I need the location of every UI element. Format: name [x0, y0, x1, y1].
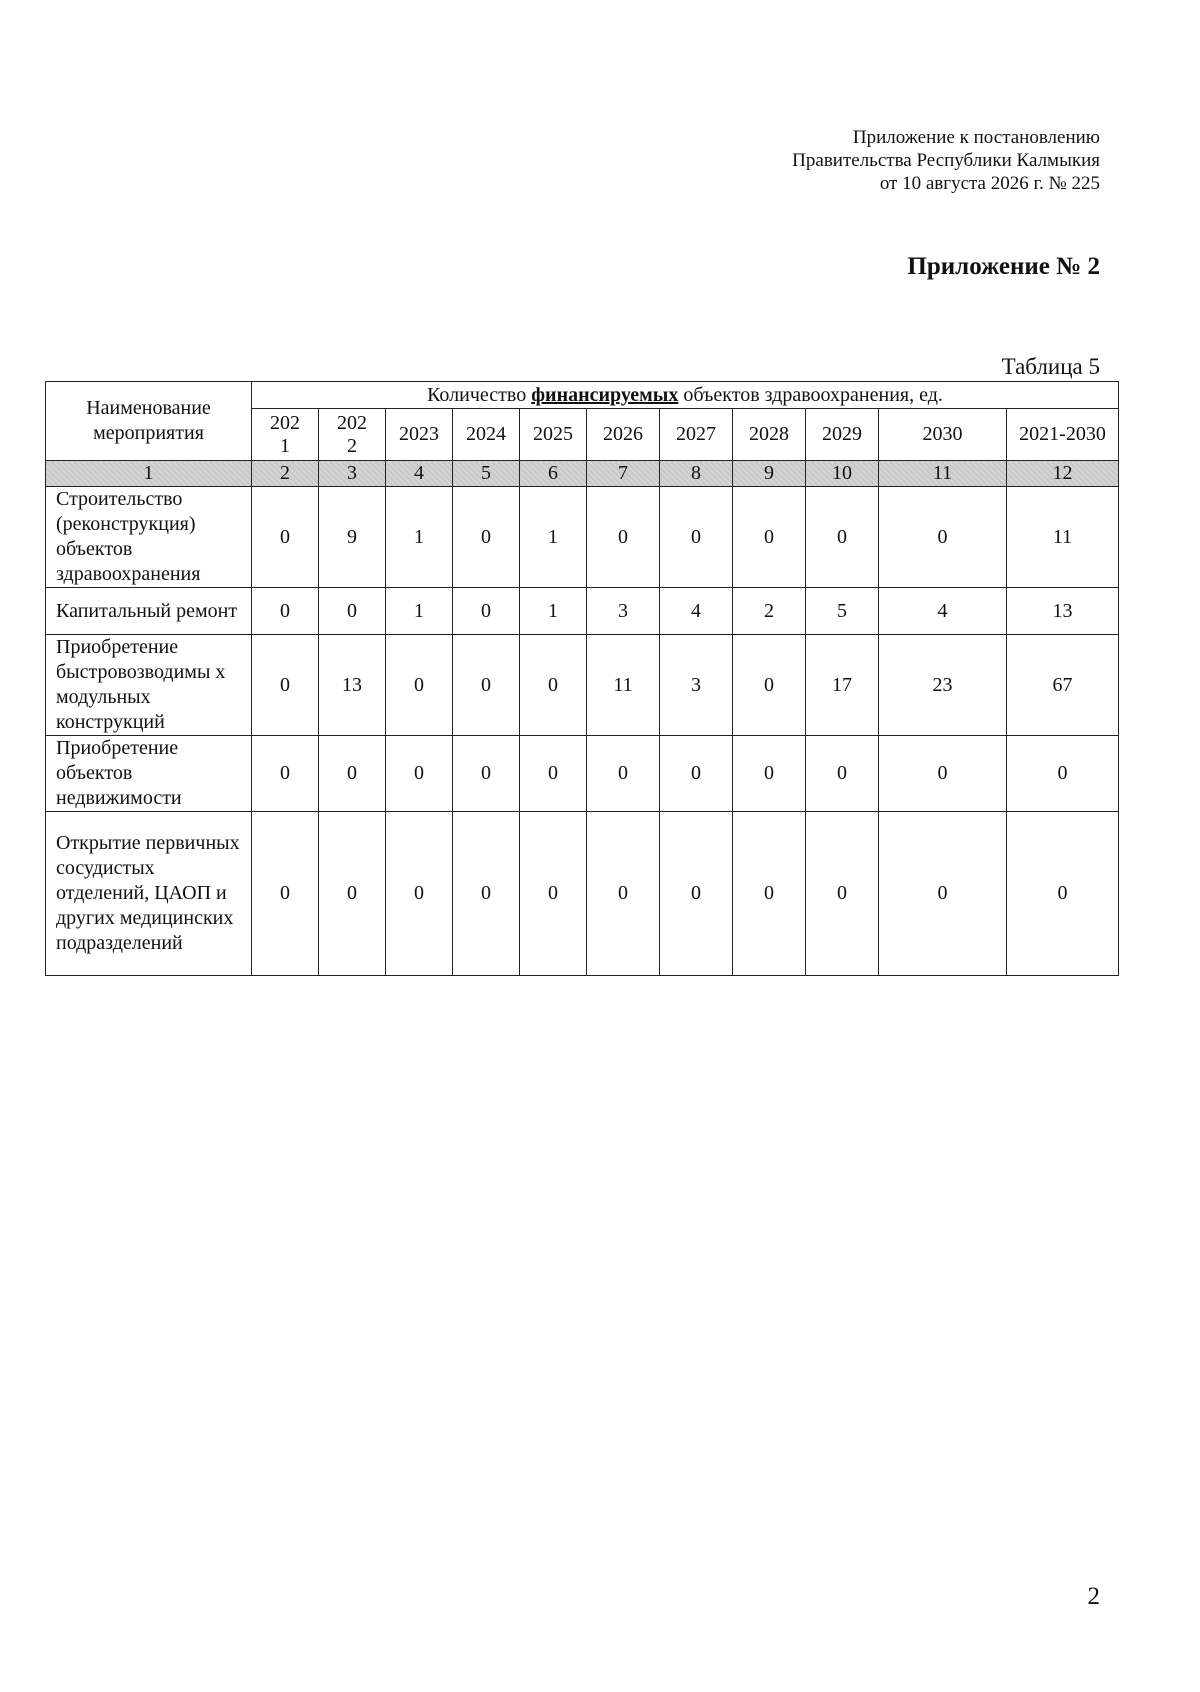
year-header-cell	[733, 409, 806, 461]
value-cell: 0	[806, 487, 879, 588]
year-header-cell	[1007, 409, 1119, 461]
value-cell: 3	[587, 588, 660, 635]
value-cell: 5	[806, 588, 879, 635]
value-cell: 0	[252, 588, 319, 635]
value-cell: 0	[252, 635, 319, 736]
year-header-cell	[587, 409, 660, 461]
year-header-cell	[520, 409, 587, 461]
column-number-cell: 11	[879, 461, 1007, 487]
row-name-cell: Приобретение объектов недвижимости	[46, 736, 252, 812]
value-cell: 0	[520, 812, 587, 976]
group-header-pre: Количество	[427, 383, 532, 406]
value-cell: 0	[520, 635, 587, 736]
value-cell: 0	[587, 812, 660, 976]
value-cell: 9	[319, 487, 386, 588]
row-name-cell: Строительство (реконструкция) объектов здравоохранения	[46, 487, 252, 588]
year-header-text: 2029	[822, 423, 862, 445]
value-cell: 0	[319, 812, 386, 976]
table-row	[46, 736, 1119, 812]
table-row	[46, 588, 1119, 635]
year-header-cell	[319, 409, 386, 461]
value-cell: 0	[587, 736, 660, 812]
table-label: Таблица 5	[1001, 354, 1100, 379]
column-number-cell: 7	[587, 461, 660, 487]
table-row	[46, 487, 1119, 588]
value-cell: 0	[319, 588, 386, 635]
column-number-cell: 4	[386, 461, 453, 487]
year-header-text: 2025	[533, 423, 573, 445]
column-number-cell: 6	[520, 461, 587, 487]
row-name-cell: Открытие первичных сосудистых отделений, ЦАОП и других медицинских подразделений	[46, 812, 252, 976]
value-cell: 0	[733, 487, 806, 588]
value-cell: 0	[879, 812, 1007, 976]
column-number-cell: 8	[660, 461, 733, 487]
name-column-header: Наименование мероприятия	[46, 382, 252, 461]
value-cell: 0	[806, 736, 879, 812]
value-cell: 1	[386, 487, 453, 588]
row-name-cell: Приобретение быстровозводимы х модульных конструкций	[46, 635, 252, 736]
value-cell: 0	[1007, 736, 1119, 812]
table-row	[46, 812, 1119, 976]
value-cell: 2	[733, 588, 806, 635]
value-cell: 0	[879, 736, 1007, 812]
value-cell: 0	[733, 635, 806, 736]
year-header-text: 2027	[676, 423, 716, 445]
appendix-title: Приложение № 2	[907, 253, 1100, 280]
value-cell: 0	[660, 736, 733, 812]
year-header-text: 202	[270, 411, 300, 434]
header-line-3: от 10 августа 2026 г. № 225	[879, 173, 1100, 194]
value-cell: 0	[252, 812, 319, 976]
year-header-text: 202	[337, 411, 367, 434]
value-cell: 0	[386, 635, 453, 736]
table-body	[46, 487, 1119, 976]
year-header-text: 2026	[603, 423, 643, 445]
column-number-cell: 3	[319, 461, 386, 487]
header-line-1: Приложение к постановлению	[852, 127, 1100, 148]
value-cell: 4	[660, 588, 733, 635]
value-cell: 11	[587, 635, 660, 736]
value-cell: 0	[733, 812, 806, 976]
column-number-cell: 10	[806, 461, 879, 487]
value-cell: 0	[319, 736, 386, 812]
document-header	[792, 126, 1100, 195]
value-cell: 0	[453, 487, 520, 588]
year-header-text: 2028	[749, 423, 789, 445]
value-cell: 23	[879, 635, 1007, 736]
value-cell: 11	[1007, 487, 1119, 588]
year-header-text: 2030	[922, 423, 963, 445]
value-cell: 17	[806, 635, 879, 736]
value-cell: 0	[660, 487, 733, 588]
year-header-cell	[660, 409, 733, 461]
value-cell: 0	[453, 812, 520, 976]
year-header-text: 2021-2030	[1019, 423, 1106, 445]
value-cell: 3	[660, 635, 733, 736]
value-cell: 0	[252, 487, 319, 588]
year-header-cell	[806, 409, 879, 461]
value-cell: 0	[879, 487, 1007, 588]
value-cell: 0	[520, 736, 587, 812]
year-header-cell	[453, 409, 520, 461]
year-header-text-wrap: 2	[347, 434, 357, 457]
value-cell: 0	[806, 812, 879, 976]
group-header-post: объектов здравоохранения, ед.	[678, 383, 943, 406]
value-cell: 0	[660, 812, 733, 976]
data-table	[45, 381, 1119, 976]
page-number: 2	[1087, 1583, 1100, 1610]
value-cell: 0	[1007, 812, 1119, 976]
value-cell: 1	[386, 588, 453, 635]
column-number-cell: 1	[46, 461, 252, 487]
value-cell: 13	[1007, 588, 1119, 635]
year-header-cell	[386, 409, 453, 461]
value-cell: 1	[520, 487, 587, 588]
table-row	[46, 635, 1119, 736]
column-number-row	[46, 461, 1119, 487]
value-cell: 0	[453, 588, 520, 635]
value-cell: 4	[879, 588, 1007, 635]
table-header-row	[46, 382, 1119, 409]
value-cell: 0	[386, 812, 453, 976]
value-cell: 0	[386, 736, 453, 812]
value-cell: 13	[319, 635, 386, 736]
column-number-cell: 5	[453, 461, 520, 487]
year-header-text-wrap: 1	[280, 434, 290, 457]
column-number-cell: 9	[733, 461, 806, 487]
column-number-cell: 2	[252, 461, 319, 487]
column-number-cell: 12	[1007, 461, 1119, 487]
year-header-cell	[252, 409, 319, 461]
row-name-cell: Капитальный ремонт	[46, 588, 252, 635]
value-cell: 0	[733, 736, 806, 812]
value-cell: 0	[453, 635, 520, 736]
value-cell: 0	[453, 736, 520, 812]
header-line-2: Правительства Республики Калмыкия	[792, 150, 1100, 171]
value-cell: 0	[252, 736, 319, 812]
group-header-bold: финансируемых	[531, 383, 679, 406]
year-header-text: 2023	[399, 423, 439, 445]
year-header-text: 2024	[466, 423, 506, 445]
value-cell: 0	[587, 487, 660, 588]
value-cell: 67	[1007, 635, 1119, 736]
group-header	[252, 382, 1119, 409]
value-cell: 1	[520, 588, 587, 635]
year-header-cell	[879, 409, 1007, 461]
